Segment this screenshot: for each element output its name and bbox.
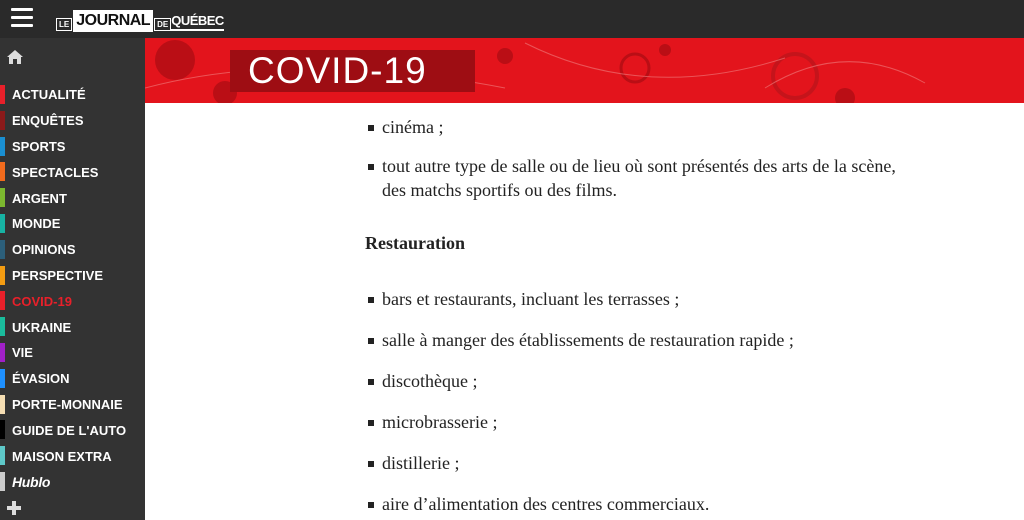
sidebar-item-label: ÉVASION xyxy=(12,371,70,387)
sidebar-item-covid-19[interactable] xyxy=(0,288,145,314)
sidebar-item-label: OPINIONS xyxy=(12,242,76,258)
sidebar-item-label: PORTE-MONNAIE xyxy=(12,396,123,412)
sidebar-item-label: SPORTS xyxy=(12,138,66,154)
sidebar-item-hublo[interactable] xyxy=(0,469,145,495)
sidebar-item-sports[interactable] xyxy=(0,134,145,160)
logo-le: LE xyxy=(56,18,72,31)
sidebar-item-évasion[interactable] xyxy=(0,366,145,392)
list-item: discothèque ; xyxy=(382,371,478,391)
list-item: aire d’alimentation des centres commerciaux. xyxy=(382,494,710,514)
sidebar-item-color-bar xyxy=(0,214,5,233)
sidebar-item-vie[interactable] xyxy=(0,340,145,366)
sidebar-item-label: VIE xyxy=(12,345,33,361)
sidebar-item-color-bar xyxy=(0,188,5,207)
sidebar-item-label: MONDE xyxy=(12,216,61,232)
sidebar-item-color-bar xyxy=(0,395,5,414)
sidebar-item-label: ACTUALITÉ xyxy=(12,87,86,103)
sidebar-item-color-bar xyxy=(0,472,5,491)
sidebar-item-porte-monnaie[interactable] xyxy=(0,392,145,418)
sidebar-item-maison-extra[interactable] xyxy=(0,443,145,469)
sidebar-item-label: Hublo xyxy=(12,473,51,490)
sidebar-item-color-bar xyxy=(0,111,5,130)
sidebar-item-color-bar xyxy=(0,162,5,181)
sidebar-item-argent[interactable] xyxy=(0,185,145,211)
sidebar-nav xyxy=(0,82,145,495)
sidebar-item-label: PERSPECTIVE xyxy=(12,267,104,283)
sidebar-item-enquêtes[interactable] xyxy=(0,108,145,134)
sidebar-item-spectacles[interactable] xyxy=(0,159,145,185)
sidebar-item-label: ARGENT xyxy=(12,190,67,206)
sidebar-item-label: MAISON EXTRA xyxy=(12,448,112,464)
sidebar-item-color-bar xyxy=(0,343,5,362)
sidebar-item-label: COVID-19 xyxy=(12,293,72,309)
list-item: bars et restaurants, incluant les terrasses ; xyxy=(382,289,680,309)
list-item: distillerie ; xyxy=(382,453,460,473)
sidebar-item-label: ENQUÊTES xyxy=(12,113,84,129)
home-icon[interactable] xyxy=(6,48,24,66)
sidebar-item-ukraine[interactable] xyxy=(0,314,145,340)
sidebar-item-color-bar xyxy=(0,240,5,259)
sidebar-item-color-bar xyxy=(0,266,5,285)
sidebar-item-color-bar xyxy=(0,85,5,104)
plus-icon[interactable] xyxy=(6,500,22,516)
banner-title: COVID-19 xyxy=(248,50,427,91)
sidebar xyxy=(0,38,145,520)
section-banner xyxy=(145,38,1024,103)
article-body xyxy=(145,103,1024,520)
list-item: salle à manger des établissements de restauration rapide ; xyxy=(382,330,794,350)
sidebar-item-guide-de-l-auto[interactable] xyxy=(0,417,145,443)
sidebar-item-label: SPECTACLES xyxy=(12,164,99,180)
logo-quebec: QUÉBEC xyxy=(171,13,224,31)
sidebar-item-label: GUIDE DE L'AUTO xyxy=(12,422,127,438)
sidebar-item-color-bar xyxy=(0,137,5,156)
section-heading: Restauration xyxy=(365,233,465,253)
sidebar-item-color-bar xyxy=(0,446,5,465)
logo-de: DE xyxy=(154,18,171,31)
list-item: microbrasserie ; xyxy=(382,412,498,432)
sidebar-item-color-bar xyxy=(0,291,5,310)
top-bar xyxy=(0,0,1024,38)
sidebar-item-color-bar xyxy=(0,420,5,439)
sidebar-item-color-bar xyxy=(0,369,5,388)
list-item: tout autre type de salle ou de lieu où sont présentés des arts de la scène, des matchs sportifs ou des films. xyxy=(382,156,896,200)
sidebar-item-perspective[interactable] xyxy=(0,263,145,289)
menu-icon[interactable] xyxy=(11,8,33,28)
sidebar-item-label: UKRAINE xyxy=(12,319,72,335)
site-logo[interactable] xyxy=(56,6,224,32)
sidebar-item-monde[interactable] xyxy=(0,211,145,237)
list-item: cinéma ; xyxy=(382,117,444,137)
sidebar-item-opinions[interactable] xyxy=(0,237,145,263)
logo-journal: JOURNAL xyxy=(73,10,153,32)
sidebar-item-actualité[interactable] xyxy=(0,82,145,108)
sidebar-item-color-bar xyxy=(0,317,5,336)
